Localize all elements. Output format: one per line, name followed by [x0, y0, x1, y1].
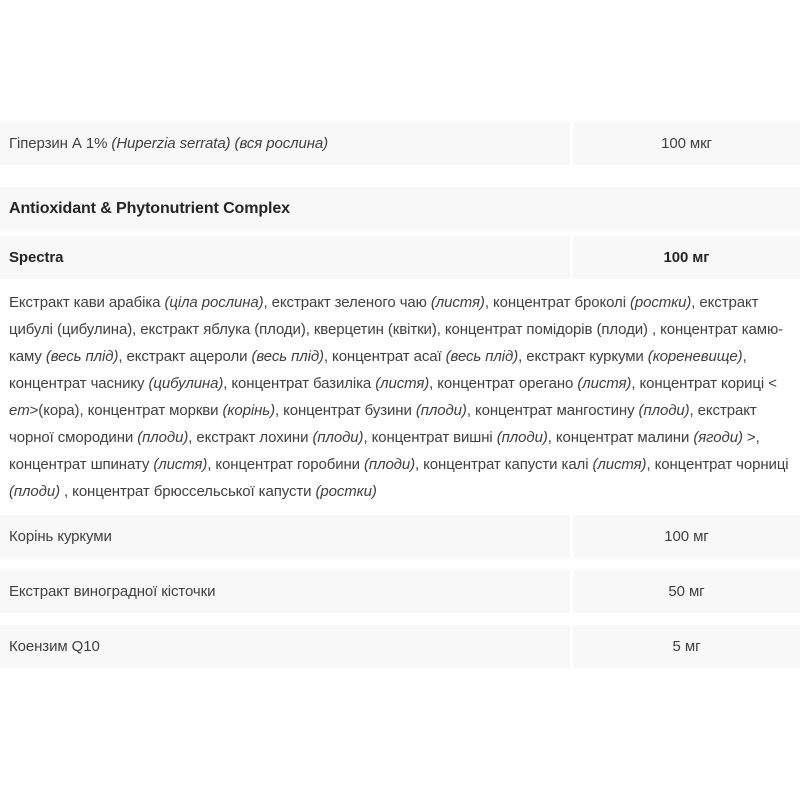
ingredient-amount: 100 мкг [661, 135, 712, 152]
ingredient-amount: 5 мг [672, 638, 701, 655]
ingredient-row [0, 625, 800, 668]
section-header-title: Antioxidant & Phytonutrient Complex [9, 199, 290, 217]
section-header-row [0, 187, 800, 230]
ingredient-row [0, 515, 800, 558]
ingredient-amount: 100 мг [663, 249, 710, 266]
ingredients-paragraph: Екстракт кави арабіка (ціла рослина), екстракт зеленого чаю (листя), концентрат броколі (ростки), екстракт цибулі (цибулина), екстракт яблука (плоди), кверцетин (квітки), концентрат помідорів (плоди) , концентрат камю-каму (весь плід), екстракт ацероли (весь плід), концентрат асаї (весь плід), екстракт куркуми (кореневище), концентрат часнику (цибулина), концентрат базиліка (листя), концентрат орегано (листя), концентрат кориці < em>(кора), концентрат моркви (корінь), концентрат бузини (плоди), концентрат мангостину (плоди), екстракт чорної смородини (плоди), екстракт лохини (плоди), концентрат вишні (плоди), концентрат малини (ягоди) >, концентрат шпинату (листя), концентрат горобини (плоди), концентрат капусти калі (листя), концентрат чорниці (плоди) , концентрат брюссельської капусти (ростки) [0, 279, 800, 515]
ingredient-name [0, 122, 570, 165]
ingredient-name: Spectra [9, 249, 64, 266]
ingredient-amount: 50 мг [668, 583, 705, 600]
ingredient-name: Корінь куркуми [9, 528, 112, 545]
ingredient-row [0, 122, 800, 165]
ingredient-name: Коензим Q10 [9, 638, 100, 655]
ingredient-amount: 100 мг [664, 528, 709, 545]
ingredient-row [0, 236, 800, 279]
ingredient-row [0, 570, 800, 613]
ingredient-name-text: Гіперзин А 1% (Huperzia serrata) (вся рослина) [9, 135, 329, 152]
ingredient-name: Екстракт виноградної кісточки [9, 583, 216, 600]
